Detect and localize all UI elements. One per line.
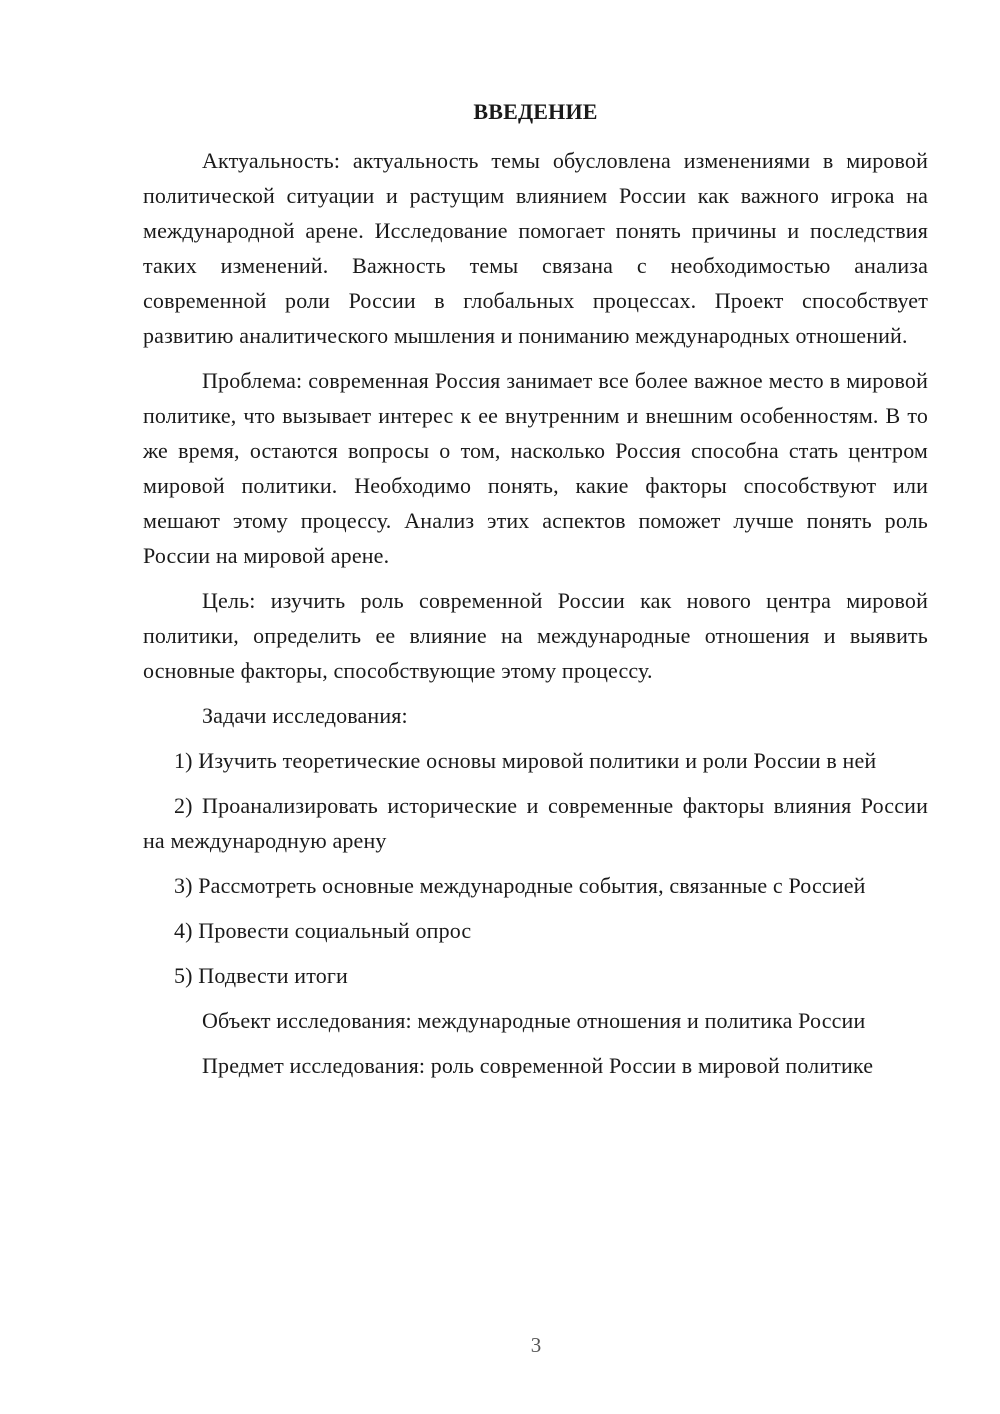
- problem-paragraph: Проблема: современная Россия занимает все более важное место в мировой политике, что вызывает интерес к ее внутренним и внешним особенностям. В то же время, остаются вопросы о том, насколько Россия способна стать центром мировой политики. Необходимо понять, какие факторы способствуют или мешают этому процессу. Анализ этих аспектов поможет лучше понять роль России на мировой арене.: [143, 368, 928, 568]
- goal-paragraph: Цель: изучить роль современной России как нового центра мировой политики, определить ее влияние на международные отношения и выявить основные факторы, способствующие этому процессу.: [143, 588, 928, 683]
- task-item-1: 1) Изучить теоретические основы мировой политики и роли России в ней: [174, 748, 877, 773]
- page-number: 3: [530, 1333, 542, 1357]
- task-item-2: 2) Проанализировать исторические и современные факторы влияния России на международную арену: [143, 793, 928, 853]
- task-item-5: 5) Подвести итоги: [174, 963, 348, 988]
- task-item-3: 3) Рассмотреть основные международные события, связанные с Россией: [174, 873, 866, 898]
- tasks-heading: Задачи исследования:: [202, 703, 408, 728]
- task-item-4: 4) Провести социальный опрос: [174, 918, 472, 943]
- object-paragraph: Объект исследования: международные отношения и политика России: [202, 1008, 866, 1033]
- page-content: [143, 94, 928, 1093]
- relevance-paragraph: Актуальность: актуальность темы обусловлена изменениями в мировой политической ситуации и растущим влиянием России как важного игрока на международной арене. Исследование помогает понять причины и последствия таких изменений. Важность темы связана с необходимостью анализа современной роли России в глобальных процессах. Проект способствует развитию аналитического мышления и пониманию международных отношений.: [143, 148, 928, 348]
- subject-paragraph: Предмет исследования: роль современной России в мировой политике: [202, 1053, 874, 1078]
- page-title: ВВЕДЕНИЕ: [473, 99, 598, 124]
- tasks-list: [143, 743, 928, 993]
